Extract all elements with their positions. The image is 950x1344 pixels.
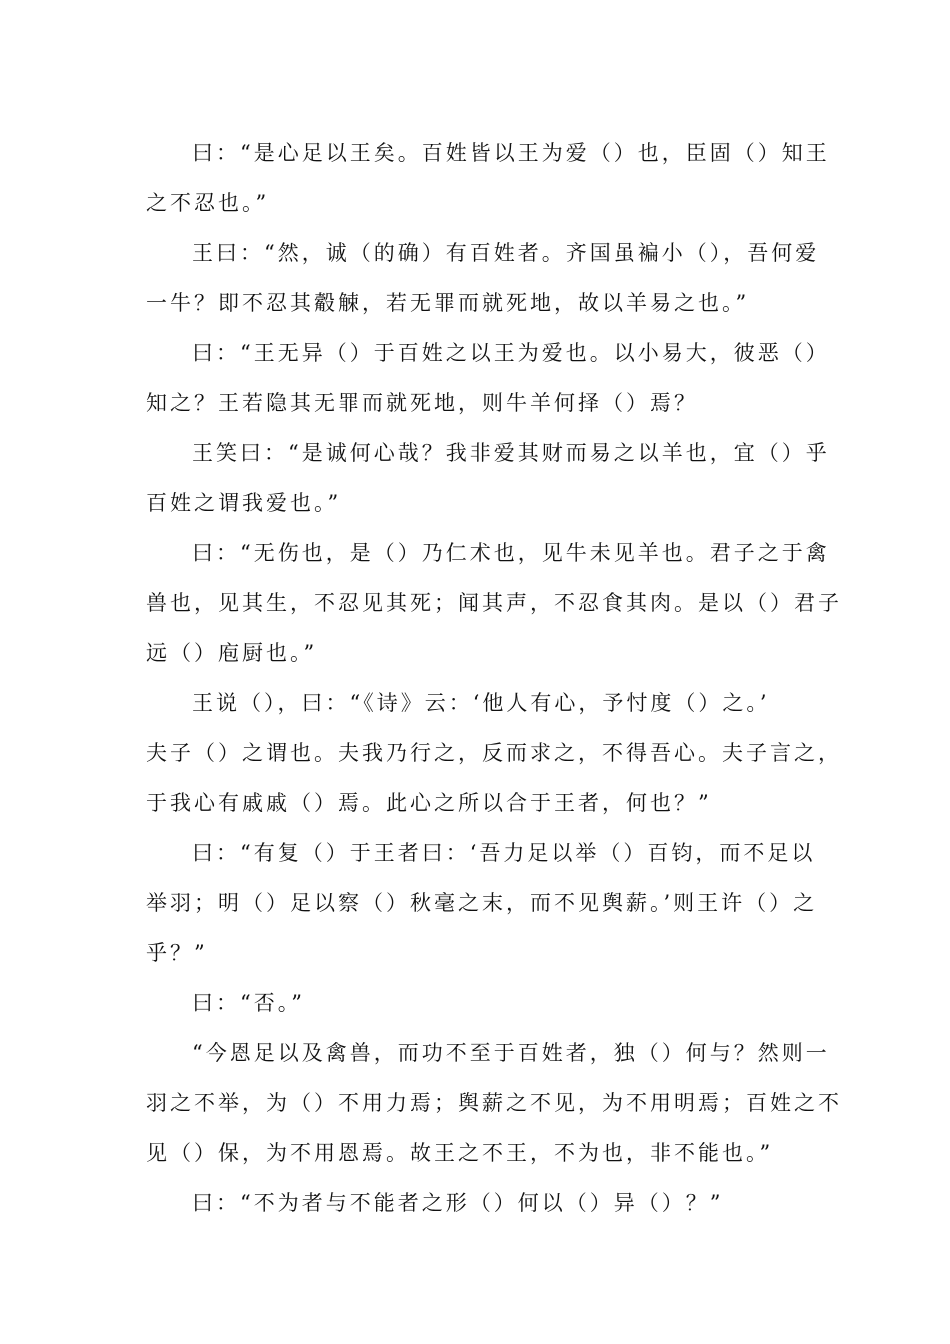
text-line: 见（）保，为不用恩焉。故王之不王，不为也，非不能也。” bbox=[146, 1141, 774, 1165]
text-line: 曰：“无伤也，是（）乃仁术也，见牛未见羊也。君子之于禽 bbox=[192, 541, 830, 565]
text-line: 一牛？即不忍其觳觫，若无罪而就死地，故以羊易之也。” bbox=[146, 291, 750, 315]
text-line: 曰：“不为者与不能者之形（）何以（）异（）？” bbox=[192, 1191, 724, 1215]
text-line: 王说（），曰：“《诗》云：‘他人有心，予忖度（）之。’ bbox=[192, 691, 770, 715]
text-line: 曰：“王无异（）于百姓之以王为爱也。以小易大，彼恶（） bbox=[192, 341, 830, 365]
text-line: 举羽；明（）足以察（）秋毫之末，而不见舆薪。’则王许（）之 bbox=[146, 891, 818, 915]
text-line: 曰：“否。” bbox=[192, 991, 305, 1015]
text-line: 之不忍也。” bbox=[146, 191, 270, 215]
text-line: 曰：“是心足以王矣。百姓皆以王为爱（）也，臣固（）知王 bbox=[192, 141, 830, 165]
text-line: 夫子（）之谓也。夫我乃行之，反而求之，不得吾心。夫子言之， bbox=[146, 741, 842, 765]
text-line: 百姓之谓我爱也。” bbox=[146, 491, 342, 515]
text-line: 于我心有戚戚（）焉。此心之所以合于王者，何也？” bbox=[146, 791, 712, 815]
text-line: “今恩足以及禽兽，而功不至于百姓者，独（）何与？然则一 bbox=[192, 1041, 830, 1065]
text-line: 王曰：“然，诚（的确）有百姓者。齐国虽褊小（），吾何爱 bbox=[192, 241, 820, 265]
text-line: 曰：“有复（）于王者曰：‘吾力足以举（）百钧，而不足以 bbox=[192, 841, 816, 865]
text-line: 王笑曰：“是诚何心哉？我非爱其财而易之以羊也，宜（）乎 bbox=[192, 441, 830, 465]
text-line: 知之？王若隐其无罪而就死地，则牛羊何择（）焉？ bbox=[146, 391, 698, 415]
text-line: 乎？” bbox=[146, 941, 208, 965]
text-line: 羽之不举，为（）不用力焉；舆薪之不见，为不用明焉；百姓之不 bbox=[146, 1091, 842, 1115]
text-line: 兽也，见其生，不忍见其死；闻其声，不忍食其肉。是以（）君子 bbox=[146, 591, 842, 615]
text-line: 远（）庖厨也。” bbox=[146, 641, 318, 665]
